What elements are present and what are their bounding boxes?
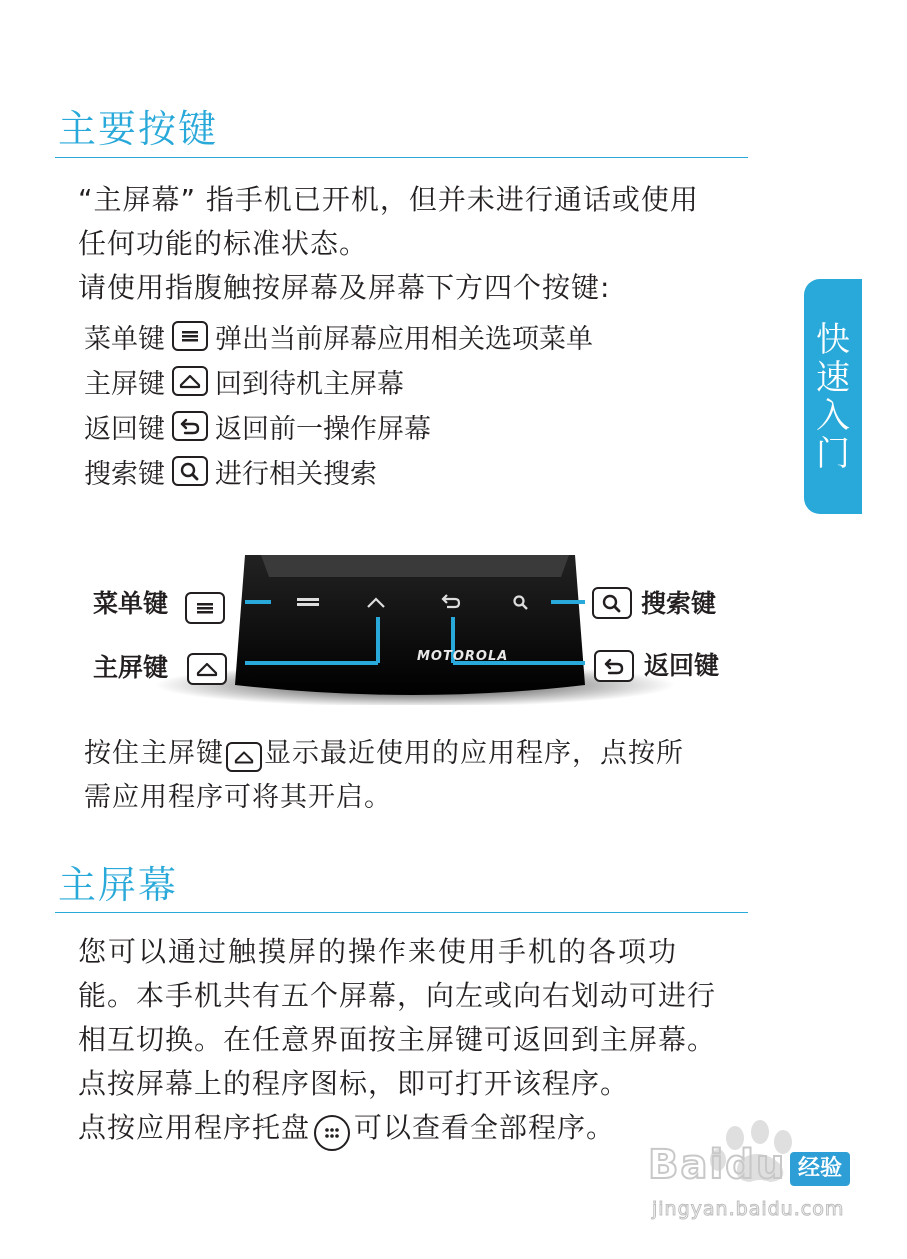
side-tab-char: 速 (816, 357, 850, 398)
home-line-2: 能。本手机共有五个屏幕，向左或向右划动可进行 (78, 979, 717, 1012)
home-line-3: 相互切换。在任意界面按主屏键可返回到主屏幕。 (78, 1023, 717, 1056)
hold-home-text-a: 按住主屏键 (84, 738, 224, 769)
watermark-brand: Baidu (648, 1142, 787, 1188)
menu-icon (172, 321, 208, 351)
home-icon (172, 366, 208, 396)
key-item-back (84, 406, 431, 446)
side-tab-quick-start[interactable] (804, 279, 862, 514)
diagram-label-back: 返回键 (644, 651, 720, 680)
section-title-keys: 主要按键 (58, 107, 219, 151)
key-item-search (84, 451, 377, 491)
instruction-line: 请使用指腹触按屏幕及屏幕下方四个按键: (78, 271, 611, 304)
key-desc: 返回前一操作屏幕 (215, 413, 431, 445)
hold-home-text-b: 显示最近使用的应用程序，点按所 (264, 738, 684, 769)
key-item-menu (84, 316, 593, 356)
diagram-back-icon (594, 650, 634, 682)
diagram-label-home: 主屏键 (93, 653, 169, 682)
diagram-label-menu: 菜单键 (93, 589, 169, 618)
key-desc: 回到待机主屏幕 (215, 368, 404, 400)
side-tab-char: 快 (816, 319, 850, 360)
side-tab-char: 门 (816, 433, 850, 474)
key-name: 菜单键 (84, 323, 165, 355)
section-rule-keys (55, 157, 748, 158)
side-tab-char: 入 (816, 395, 850, 436)
hold-home-line-2: 需应用程序可将其开启。 (84, 782, 392, 813)
key-item-home (84, 361, 404, 401)
app-tray-icon (314, 1115, 350, 1151)
diagram-search-icon (592, 587, 632, 619)
home-icon (226, 742, 262, 772)
home-line-4: 点按屏幕上的程序图标，即可打开该程序。 (78, 1067, 630, 1100)
diagram-home-icon (187, 653, 227, 685)
phone-bottom-illustration (85, 555, 735, 705)
diagram-label-search: 搜索键 (641, 589, 717, 618)
intro-line-2: 任何功能的标准状态。 (78, 227, 369, 260)
watermark-url: jingyan.baidu.com (652, 1198, 845, 1220)
home-line-5-b: 可以查看全部程序。 (354, 1111, 616, 1144)
key-name: 搜索键 (84, 458, 165, 490)
key-name: 返回键 (84, 413, 165, 445)
baidu-watermark (640, 1120, 880, 1230)
home-line-1: 您可以通过触摸屏的操作来使用手机的各项功 (78, 935, 679, 968)
diagram-menu-icon (185, 592, 225, 624)
hold-home-line-1 (84, 732, 684, 776)
key-name: 主屏键 (84, 368, 165, 400)
intro-line-1: “主屏幕” 指手机已开机，但并未进行通话或使用 (78, 183, 699, 216)
home-line-5-a: 点按应用程序托盘 (78, 1111, 311, 1144)
section-title-home: 主屏幕 (58, 863, 179, 907)
section-rule-home (55, 912, 748, 913)
key-desc: 进行相关搜索 (215, 458, 377, 490)
phone-keys-diagram (85, 555, 735, 705)
back-icon (172, 411, 208, 441)
home-line-5 (78, 1106, 615, 1151)
search-icon (172, 456, 208, 486)
watermark-badge: 经验 (790, 1152, 850, 1186)
key-desc: 弹出当前屏幕应用相关选项菜单 (215, 323, 593, 355)
motorola-brand: MOTOROLA (417, 649, 509, 664)
